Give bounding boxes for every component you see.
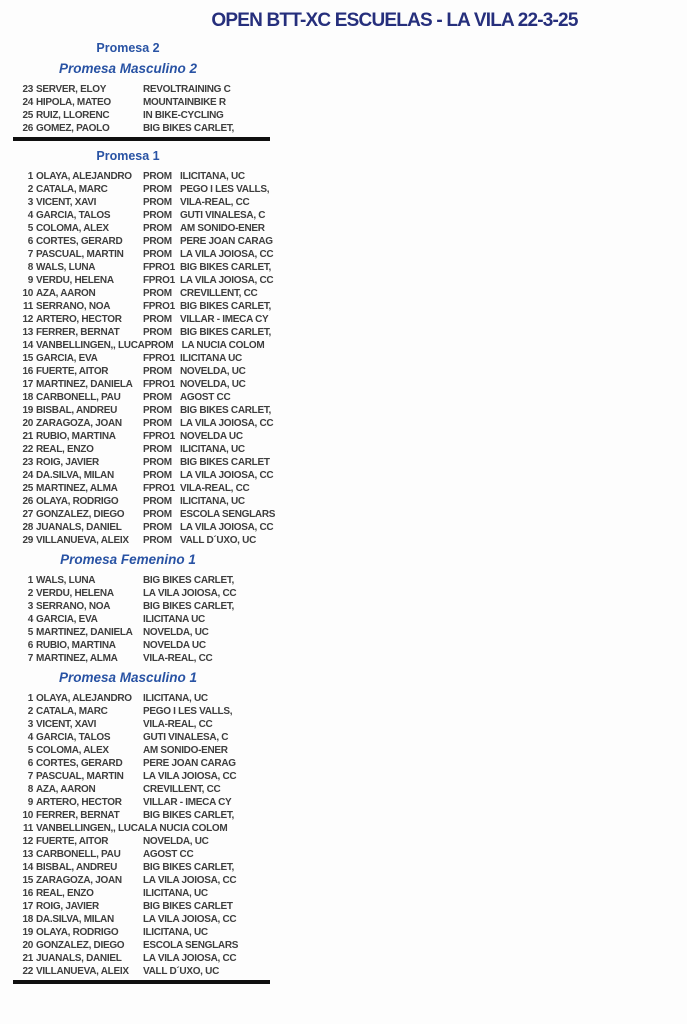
rider-number: 29 bbox=[22, 535, 33, 546]
rider-number: 5 bbox=[27, 627, 33, 638]
rider-number: 14 bbox=[22, 340, 33, 351]
rider-row bbox=[13, 83, 270, 96]
rider-name: WALS, LUNA bbox=[36, 575, 96, 586]
rider-name: ARTERO, HECTOR bbox=[36, 314, 122, 325]
rider-name: OLAYA, ALEJANDRO bbox=[36, 693, 132, 704]
rider-name: MARTINEZ, ALMA bbox=[36, 483, 118, 494]
rider-row bbox=[13, 809, 270, 822]
rider-row bbox=[13, 874, 270, 887]
rider-number: 1 bbox=[27, 575, 33, 586]
rider-row bbox=[13, 170, 270, 183]
rider-name: VANBELLINGEN,, LUCA bbox=[36, 823, 145, 834]
rider-club: PERE JOAN CARAG bbox=[143, 758, 236, 769]
rider-number: 19 bbox=[22, 927, 33, 938]
rider-club: ESCOLA SENGLARS bbox=[180, 509, 276, 520]
rider-row bbox=[13, 495, 270, 508]
rider-category: PROM bbox=[143, 509, 172, 520]
rider-category: FPRO1 bbox=[143, 483, 175, 494]
rider-name: OLAYA, RODRIGO bbox=[36, 927, 119, 938]
rider-name: CATALA, MARC bbox=[36, 184, 108, 195]
rider-club: VALL D´UXO, UC bbox=[143, 966, 219, 977]
rider-name: VILLANUEVA, ALEIX bbox=[36, 966, 129, 977]
rider-club: LA VILA JOIOSA, CC bbox=[180, 249, 274, 260]
rider-number: 25 bbox=[22, 110, 33, 121]
rider-club: REVOLTRAINING C bbox=[143, 84, 231, 95]
rider-club: AGOST CC bbox=[180, 392, 231, 403]
rider-name: VILLANUEVA, ALEIX bbox=[36, 535, 129, 546]
rider-club: NOVELDA, UC bbox=[180, 366, 246, 377]
rider-row bbox=[13, 378, 270, 391]
rider-name: AZA, AARON bbox=[36, 784, 96, 795]
rider-row bbox=[13, 848, 270, 861]
rider-number: 13 bbox=[22, 327, 33, 338]
rider-row bbox=[13, 183, 270, 196]
rider-name: JUANALS, DANIEL bbox=[36, 522, 122, 533]
rider-category: PROM bbox=[143, 197, 172, 208]
rider-club: LA VILA JOIOSA, CC bbox=[180, 275, 274, 286]
rider-category: PROM bbox=[143, 314, 172, 325]
rider-number: 19 bbox=[22, 405, 33, 416]
rider-club: ILICITANA, UC bbox=[143, 693, 208, 704]
rider-number: 15 bbox=[22, 353, 33, 364]
rider-club: PEGO I LES VALLS, bbox=[180, 184, 270, 195]
section-heading: Promesa Masculino 2 bbox=[58, 61, 198, 76]
rider-number: 7 bbox=[27, 249, 33, 260]
rider-category: FPRO1 bbox=[143, 262, 175, 273]
rider-category: FPRO1 bbox=[143, 353, 175, 364]
rider-table bbox=[13, 170, 276, 547]
rider-club: LA VILA JOIOSA, CC bbox=[143, 771, 237, 782]
rider-number: 2 bbox=[27, 706, 33, 717]
rider-club: LA VILA JOIOSA, CC bbox=[180, 418, 274, 429]
rider-row bbox=[13, 731, 270, 744]
rider-row bbox=[13, 300, 270, 313]
rider-category: FPRO1 bbox=[143, 431, 175, 442]
rider-row bbox=[13, 339, 270, 352]
rider-category: PROM bbox=[143, 444, 172, 455]
rider-row bbox=[13, 705, 270, 718]
section-divider bbox=[13, 980, 270, 984]
rider-category: PROM bbox=[144, 340, 174, 351]
rider-club: AGOST CC bbox=[143, 849, 194, 860]
rider-club: VILA-REAL, CC bbox=[143, 719, 213, 730]
rider-number: 24 bbox=[22, 97, 33, 108]
rider-number: 9 bbox=[27, 797, 33, 808]
rider-row bbox=[13, 209, 270, 222]
rider-club: AM SONIDO-ENER bbox=[143, 745, 228, 756]
rider-number: 6 bbox=[27, 640, 33, 651]
rider-row bbox=[13, 109, 270, 122]
rider-name: REAL, ENZO bbox=[36, 888, 94, 899]
rider-number: 28 bbox=[22, 522, 33, 533]
rider-number: 12 bbox=[22, 836, 33, 847]
rider-name: HIPOLA, MATEO bbox=[36, 97, 111, 108]
rider-club: ILICITANA, UC bbox=[180, 444, 245, 455]
rider-club: PEGO I LES VALLS, bbox=[143, 706, 233, 717]
rider-club: ILICITANA, UC bbox=[180, 171, 245, 182]
rider-row bbox=[13, 965, 270, 978]
rider-club: NOVELDA, UC bbox=[143, 836, 209, 847]
rider-row bbox=[13, 718, 270, 731]
rider-name: ZARAGOZA, JOAN bbox=[36, 418, 122, 429]
rider-name: FERRER, BERNAT bbox=[36, 810, 120, 821]
rider-number: 1 bbox=[27, 171, 33, 182]
rider-name: ROIG, JAVIER bbox=[36, 901, 99, 912]
rider-club: VILA-REAL, CC bbox=[143, 653, 213, 664]
rider-number: 8 bbox=[27, 262, 33, 273]
rider-number: 7 bbox=[27, 771, 33, 782]
section-heading: Promesa 2 bbox=[96, 41, 160, 55]
rider-category: PROM bbox=[143, 236, 172, 247]
rider-number: 3 bbox=[27, 601, 33, 612]
rider-name: CARBONELL, PAU bbox=[36, 392, 121, 403]
rider-club: VILLAR - IMECA CY bbox=[180, 314, 269, 325]
rider-name: GARCIA, TALOS bbox=[36, 732, 111, 743]
rider-name: RUBIO, MARTINA bbox=[36, 640, 116, 651]
rider-number: 21 bbox=[22, 431, 33, 442]
rider-number: 18 bbox=[22, 914, 33, 925]
rider-club: BIG BIKES CARLET, bbox=[143, 862, 235, 873]
rider-club: BIG BIKES CARLET, bbox=[143, 810, 235, 821]
rider-number: 1 bbox=[27, 693, 33, 704]
rider-name: DA.SILVA, MILAN bbox=[36, 470, 114, 481]
rider-name: SERVER, ELOY bbox=[36, 84, 107, 95]
rider-row bbox=[13, 391, 270, 404]
rider-name: RUIZ, LLORENC bbox=[36, 110, 110, 121]
rider-name: BISBAL, ANDREU bbox=[36, 862, 117, 873]
rider-number: 10 bbox=[22, 810, 33, 821]
rider-number: 15 bbox=[22, 875, 33, 886]
rider-row bbox=[13, 274, 274, 287]
rider-category: PROM bbox=[143, 184, 172, 195]
rider-category: PROM bbox=[143, 522, 172, 533]
category-section bbox=[13, 552, 270, 665]
rider-number: 4 bbox=[27, 732, 33, 743]
rider-club: LA VILA JOIOSA, CC bbox=[180, 470, 274, 481]
rider-row bbox=[13, 248, 274, 261]
rider-name: OLAYA, ALEJANDRO bbox=[36, 171, 132, 182]
rider-row bbox=[13, 417, 274, 430]
rider-name: GOMEZ, PAOLO bbox=[36, 123, 110, 134]
rider-row bbox=[13, 222, 270, 235]
rider-name: PASCUAL, MARTIN bbox=[36, 249, 124, 260]
rider-row bbox=[13, 469, 274, 482]
category-section bbox=[13, 670, 270, 978]
rider-club: LA VILA JOIOSA, CC bbox=[143, 875, 237, 886]
rider-row bbox=[13, 534, 270, 547]
rider-category: PROM bbox=[143, 249, 172, 260]
rider-category: FPRO1 bbox=[143, 379, 175, 390]
rider-row bbox=[13, 744, 270, 757]
rider-name: PASCUAL, MARTIN bbox=[36, 771, 124, 782]
rider-number: 11 bbox=[23, 301, 33, 312]
rider-name: MARTINEZ, ALMA bbox=[36, 653, 118, 664]
rider-row bbox=[13, 365, 270, 378]
rider-name: GARCIA, EVA bbox=[36, 614, 98, 625]
rider-club: NOVELDA, UC bbox=[143, 627, 209, 638]
rider-row bbox=[13, 508, 276, 521]
rider-table bbox=[13, 574, 270, 665]
rider-number: 7 bbox=[27, 653, 33, 664]
rider-row bbox=[13, 600, 270, 613]
rider-club: MOUNTAINBIKE R bbox=[143, 97, 226, 108]
category-section bbox=[13, 61, 270, 135]
section-heading: Promesa 1 bbox=[96, 149, 160, 163]
rider-club: ILICITANA UC bbox=[180, 353, 242, 364]
rider-number: 27 bbox=[22, 509, 33, 520]
rider-row bbox=[13, 861, 270, 874]
rider-number: 17 bbox=[22, 901, 33, 912]
rider-row bbox=[13, 939, 270, 952]
rider-number: 24 bbox=[22, 470, 33, 481]
rider-number: 12 bbox=[22, 314, 33, 325]
rider-name: VERDU, HELENA bbox=[36, 588, 114, 599]
rider-row bbox=[13, 692, 270, 705]
rider-number: 5 bbox=[27, 745, 33, 756]
rider-row bbox=[13, 887, 270, 900]
rider-number: 21 bbox=[22, 953, 33, 964]
rider-category: PROM bbox=[143, 496, 172, 507]
section-heading: Promesa Masculino 1 bbox=[58, 670, 198, 685]
rider-number: 2 bbox=[27, 184, 33, 195]
rider-name: GONZALEZ, DIEGO bbox=[36, 509, 125, 520]
rider-name: SERRANO, NOA bbox=[36, 301, 111, 312]
rider-number: 8 bbox=[27, 784, 33, 795]
rider-row bbox=[13, 770, 270, 783]
rider-club: LA NUCIA COLOM bbox=[144, 823, 228, 834]
rider-number: 17 bbox=[22, 379, 33, 390]
rider-row bbox=[13, 783, 270, 796]
section-divider bbox=[13, 137, 270, 141]
rider-number: 20 bbox=[22, 940, 33, 951]
document-title: OPEN BTT-XC ESCUELAS - LA VILA 22-3-25 bbox=[211, 10, 578, 31]
rider-club: CREVILLENT, CC bbox=[180, 288, 258, 299]
rider-category: PROM bbox=[143, 171, 172, 182]
rider-table bbox=[13, 692, 270, 978]
rider-number: 14 bbox=[22, 862, 33, 873]
rider-club: LA VILA JOIOSA, CC bbox=[143, 588, 237, 599]
rider-club: LA NUCIA COLOM bbox=[181, 340, 265, 351]
rider-category: PROM bbox=[143, 418, 172, 429]
rider-row bbox=[13, 352, 270, 365]
rider-row bbox=[13, 926, 270, 939]
rider-row bbox=[13, 757, 270, 770]
rider-club: NOVELDA UC bbox=[180, 431, 243, 442]
rider-club: BIG BIKES CARLET bbox=[180, 457, 270, 468]
rider-row bbox=[13, 574, 270, 587]
rider-name: MARTINEZ, DANIELA bbox=[36, 627, 133, 638]
rider-club: AM SONIDO-ENER bbox=[180, 223, 265, 234]
rider-number: 6 bbox=[27, 758, 33, 769]
rider-name: JUANALS, DANIEL bbox=[36, 953, 122, 964]
rider-row bbox=[13, 196, 270, 209]
rider-name: SERRANO, NOA bbox=[36, 601, 111, 612]
rider-row bbox=[13, 261, 270, 274]
rider-name: FUERTE, AITOR bbox=[36, 366, 109, 377]
rider-number: 16 bbox=[22, 888, 33, 899]
rider-name: VERDU, HELENA bbox=[36, 275, 114, 286]
rider-row bbox=[13, 326, 270, 339]
rider-name: BISBAL, ANDREU bbox=[36, 405, 117, 416]
rider-name: FERRER, BERNAT bbox=[36, 327, 120, 338]
rider-club: VILLAR - IMECA CY bbox=[143, 797, 232, 808]
rider-name: ROIG, JAVIER bbox=[36, 457, 99, 468]
rider-number: 13 bbox=[22, 849, 33, 860]
rider-category: PROM bbox=[143, 392, 172, 403]
rider-club: IN BIKE-CYCLING bbox=[143, 110, 224, 121]
rider-club: BIG BIKES CARLET bbox=[143, 901, 233, 912]
rider-name: CATALA, MARC bbox=[36, 706, 108, 717]
rider-club: LA VILA JOIOSA, CC bbox=[180, 522, 274, 533]
rider-club: ESCOLA SENGLARS bbox=[143, 940, 239, 951]
rider-name: WALS, LUNA bbox=[36, 262, 96, 273]
rider-number: 22 bbox=[22, 444, 33, 455]
rider-category: PROM bbox=[143, 366, 172, 377]
rider-club: CREVILLENT, CC bbox=[143, 784, 221, 795]
rider-row bbox=[13, 456, 270, 469]
rider-row bbox=[13, 822, 270, 835]
rider-club: LA VILA JOIOSA, CC bbox=[143, 953, 237, 964]
rider-number: 22 bbox=[22, 966, 33, 977]
rider-club: GUTI VINALESA, C bbox=[143, 732, 229, 743]
rider-club: VILA-REAL, CC bbox=[180, 197, 250, 208]
rider-number: 6 bbox=[27, 236, 33, 247]
rider-category: PROM bbox=[143, 327, 172, 338]
rider-number: 9 bbox=[27, 275, 33, 286]
rider-name: GARCIA, EVA bbox=[36, 353, 98, 364]
rider-row bbox=[13, 430, 270, 443]
rider-number: 25 bbox=[22, 483, 33, 494]
rider-number: 16 bbox=[22, 366, 33, 377]
rider-name: GONZALEZ, DIEGO bbox=[36, 940, 125, 951]
rider-club: BIG BIKES CARLET, bbox=[180, 327, 272, 338]
rider-club: ILICITANA, UC bbox=[180, 496, 245, 507]
rider-club: ILICITANA, UC bbox=[143, 927, 208, 938]
rider-name: ZARAGOZA, JOAN bbox=[36, 875, 122, 886]
rider-number: 2 bbox=[27, 588, 33, 599]
rider-row bbox=[13, 235, 273, 248]
rider-number: 3 bbox=[27, 719, 33, 730]
rider-row bbox=[13, 900, 270, 913]
rider-name: MARTINEZ, DANIELA bbox=[36, 379, 133, 390]
rider-number: 3 bbox=[27, 197, 33, 208]
category-section bbox=[13, 41, 270, 56]
rider-category: PROM bbox=[143, 405, 172, 416]
rider-name: CARBONELL, PAU bbox=[36, 849, 121, 860]
rider-row bbox=[13, 443, 270, 456]
rider-number: 11 bbox=[23, 823, 33, 834]
rider-club: BIG BIKES CARLET, bbox=[180, 301, 272, 312]
rider-row bbox=[13, 404, 270, 417]
rider-name: GARCIA, TALOS bbox=[36, 210, 111, 221]
rider-row bbox=[13, 96, 270, 109]
rider-row bbox=[13, 796, 270, 809]
rider-club: BIG BIKES CARLET, bbox=[143, 575, 235, 586]
rider-name: REAL, ENZO bbox=[36, 444, 94, 455]
rider-club: BIG BIKES CARLET, bbox=[180, 262, 272, 273]
rider-category: PROM bbox=[143, 457, 172, 468]
rider-name: VICENT, XAVI bbox=[36, 719, 97, 730]
rider-club: BIG BIKES CARLET, bbox=[143, 601, 235, 612]
rider-row bbox=[13, 587, 270, 600]
rider-category: PROM bbox=[143, 288, 172, 299]
rider-row bbox=[13, 313, 270, 326]
rider-name: CORTES, GERARD bbox=[36, 236, 123, 247]
rider-row bbox=[13, 482, 270, 495]
rider-number: 10 bbox=[22, 288, 33, 299]
rider-club: BIG BIKES CARLET, bbox=[143, 123, 235, 134]
section-heading: Promesa Femenino 1 bbox=[60, 552, 196, 567]
rider-number: 26 bbox=[22, 496, 33, 507]
rider-category: PROM bbox=[143, 210, 172, 221]
rider-name: VANBELLINGEN,, LUCA bbox=[36, 340, 145, 351]
rider-row bbox=[13, 521, 274, 534]
rider-number: 4 bbox=[27, 614, 33, 625]
rider-category: PROM bbox=[143, 470, 172, 481]
rider-row bbox=[13, 626, 270, 639]
rider-club: NOVELDA, UC bbox=[180, 379, 246, 390]
rider-number: 18 bbox=[22, 392, 33, 403]
rider-number: 23 bbox=[22, 457, 33, 468]
rider-category: FPRO1 bbox=[143, 301, 175, 312]
rider-club: ILICITANA UC bbox=[143, 614, 205, 625]
rider-number: 20 bbox=[22, 418, 33, 429]
rider-row bbox=[13, 287, 270, 300]
rider-row bbox=[13, 913, 270, 926]
rider-row bbox=[13, 639, 270, 652]
rider-club: NOVELDA UC bbox=[143, 640, 206, 651]
rider-category: FPRO1 bbox=[143, 275, 175, 286]
rider-name: FUERTE, AITOR bbox=[36, 836, 109, 847]
rider-club: BIG BIKES CARLET, bbox=[180, 405, 272, 416]
rider-club: PERE JOAN CARAG bbox=[180, 236, 273, 247]
rider-name: COLOMA, ALEX bbox=[36, 745, 109, 756]
rider-number: 4 bbox=[27, 210, 33, 221]
rider-name: RUBIO, MARTINA bbox=[36, 431, 116, 442]
rider-name: ARTERO, HECTOR bbox=[36, 797, 122, 808]
rider-name: AZA, AARON bbox=[36, 288, 96, 299]
rider-club: LA VILA JOIOSA, CC bbox=[143, 914, 237, 925]
rider-name: OLAYA, RODRIGO bbox=[36, 496, 119, 507]
rider-club: VALL D´UXO, UC bbox=[180, 535, 256, 546]
category-section bbox=[13, 149, 276, 547]
rider-table bbox=[13, 83, 270, 135]
rider-name: DA.SILVA, MILAN bbox=[36, 914, 114, 925]
rider-category: PROM bbox=[143, 223, 172, 234]
rider-name: CORTES, GERARD bbox=[36, 758, 123, 769]
rider-name: COLOMA, ALEX bbox=[36, 223, 109, 234]
rider-row bbox=[13, 613, 270, 626]
rider-row bbox=[13, 652, 270, 665]
rider-club: GUTI VINALESA, C bbox=[180, 210, 266, 221]
start-list-content bbox=[13, 41, 276, 984]
rider-number: 26 bbox=[22, 123, 33, 134]
rider-number: 23 bbox=[22, 84, 33, 95]
rider-name: VICENT, XAVI bbox=[36, 197, 97, 208]
rider-club: VILA-REAL, CC bbox=[180, 483, 250, 494]
rider-club: ILICITANA, UC bbox=[143, 888, 208, 899]
rider-row bbox=[13, 952, 270, 965]
rider-category: PROM bbox=[143, 535, 172, 546]
rider-number: 5 bbox=[27, 223, 33, 234]
rider-row bbox=[13, 835, 270, 848]
rider-row bbox=[13, 122, 270, 135]
